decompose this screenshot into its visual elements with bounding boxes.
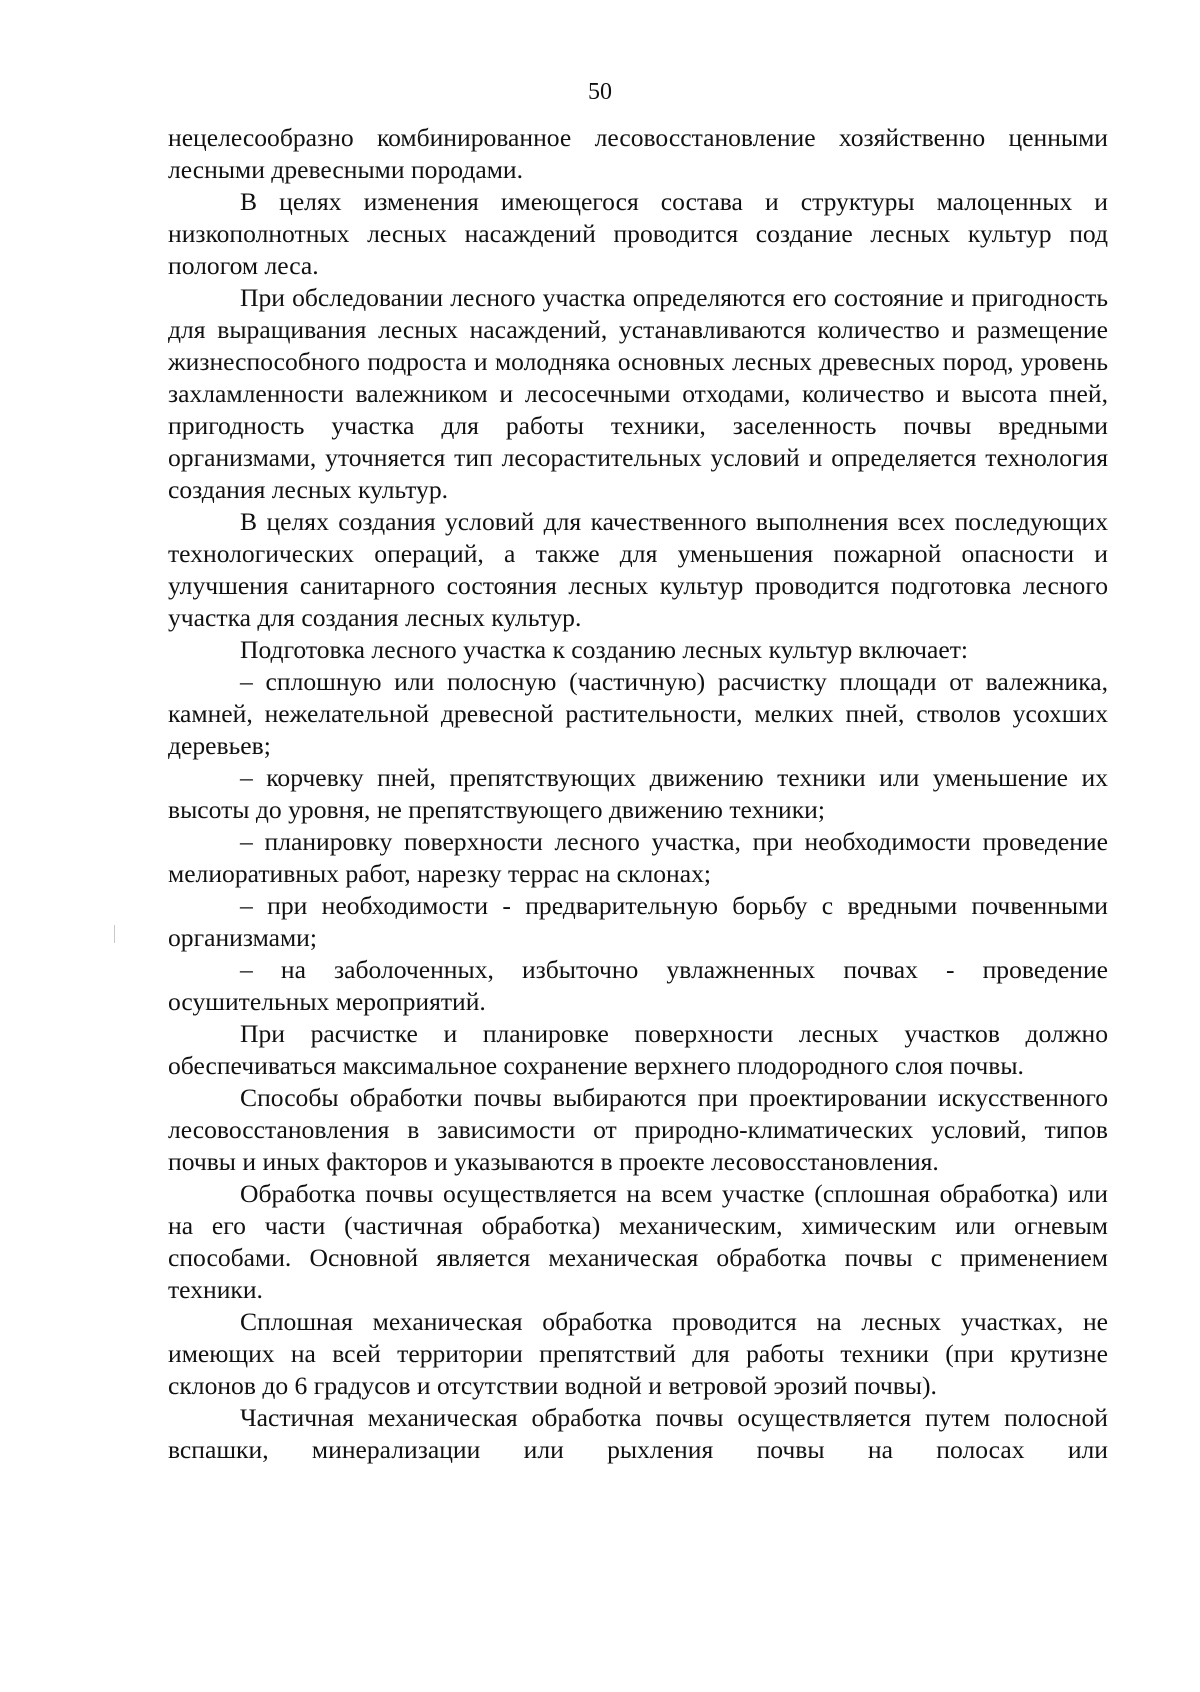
paragraph: При обследовании лесного участка определяются его состояние и пригодность для выращивания лесных насаждений, устанавливаются количество и размещение жизнеспособного подроста и молодняка основных лесных древесных пород, уровень захламленности валежником и лесосечными отходами, количество и высота пней, пригодность участка для работы техники, заселенность почвы вредными организмами, уточняется тип лесорастительных условий и определяется технология создания лесных культур.	[168, 283, 1108, 504]
list-item: – корчевку пней, препятствующих движению техники или уменьшение их высоты до уровня, не препятствующего движению техники;	[168, 763, 1108, 824]
paragraph: Подготовка лесного участка к созданию лесных культур включает:	[240, 635, 968, 664]
paragraph: Сплошная механическая обработка проводится на лесных участках, не имеющих на всей территории препятствий для работы техники (при крутизне склонов до 6 градусов и отсутствии водной и ветровой эрозий почвы).	[168, 1307, 1108, 1400]
paragraph: В целях изменения имеющегося состава и структуры малоценных и низкополнотных лесных насаждений проводится создание лесных культур под пологом леса.	[168, 187, 1108, 280]
paragraph: При расчистке и планировке поверхности лесных участков должно обеспечиваться максимальное сохранение верхнего плодородного слоя почвы.	[168, 1019, 1108, 1080]
page-number: 50	[588, 79, 612, 105]
margin-mark	[114, 925, 115, 943]
paragraph: Способы обработки почвы выбираются при проектировании искусственного лесовосстановления в зависимости от природно-климатических условий, типов почвы и иных факторов и указываются в проекте лесовосстановления.	[168, 1083, 1108, 1176]
list-item: – на заболоченных, избыточно увлажненных почвах - проведение осушительных мероприятий.	[168, 955, 1108, 1016]
list-item: – сплошную или полосную (частичную) расчистку площади от валежника, камней, нежелательной древесной растительности, мелких пней, стволов усохших деревьев;	[168, 667, 1108, 760]
paragraph: Обработка почвы осуществляется на всем участке (сплошная обработка) или на его части (частичная обработка) механическим, химическим или огневым способами. Основной является механическая обработка почвы с применением техники.	[168, 1179, 1108, 1304]
document-body	[168, 122, 1108, 1466]
paragraph: Частичная механическая обработка почвы осуществляется путем полосной вспашки, минерализации или рыхления почвы на полосах или	[168, 1403, 1108, 1464]
paragraph: В целях создания условий для качественного выполнения всех последующих технологических операций, а также для уменьшения пожарной опасности и улучшения санитарного состояния лесных культур проводится подготовка лесного участка для создания лесных культур.	[168, 507, 1108, 632]
list-item: – планировку поверхности лесного участка, при необходимости проведение мелиоративных работ, нарезку террас на склонах;	[168, 827, 1108, 888]
list-item: – при необходимости - предварительную борьбу с вредными почвенными организмами;	[168, 891, 1108, 952]
paragraph: нецелесообразно комбинированное лесовосстановление хозяйственно ценными лесными древесными породами.	[168, 123, 1108, 184]
